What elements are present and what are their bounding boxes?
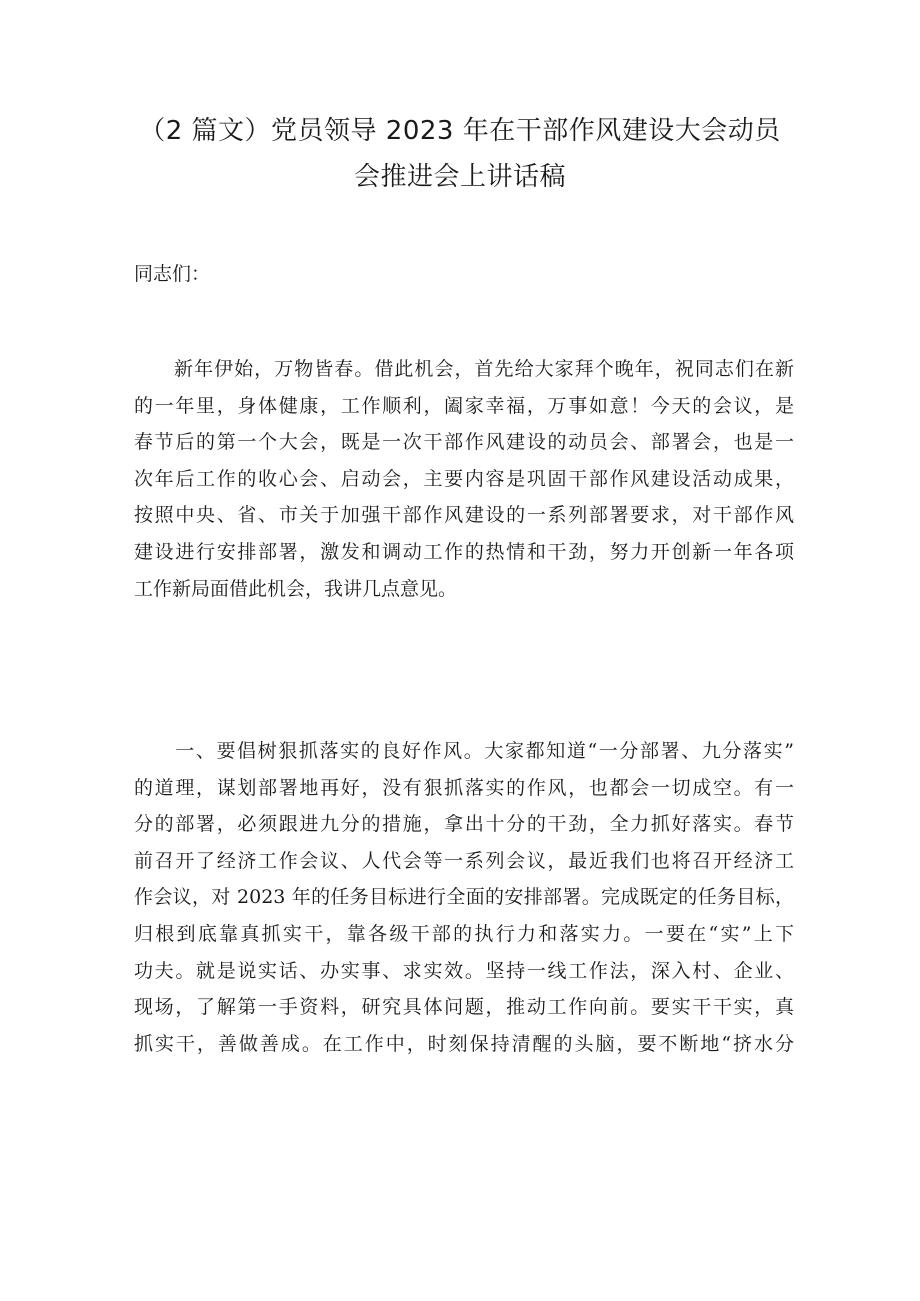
paragraph-line: 次年后工作的收心会、启动会，主要内容是巩固干部作风建设活动成果， bbox=[134, 467, 794, 490]
paragraph-line: 现场，了解第一手资料，研究具体问题，推动工作向前。要实干干实，真 bbox=[134, 996, 794, 1019]
paragraph-line: 一、要倡树狠抓落实的良好作风。大家都知道“一分部署、九分落实” bbox=[134, 740, 794, 762]
paragraph-line: 建设进行安排部署，激发和调动工作的热情和干劲，努力开创新一年各项 bbox=[134, 540, 794, 563]
paragraph-line: 归根到底靠真抓实干，靠各级干部的执行力和落实力。一要在“实”上下 bbox=[134, 922, 794, 945]
paragraph-line: 春节后的第一个大会，既是一次干部作风建设的动员会、部署会，也是一 bbox=[134, 431, 794, 454]
title-line-1: （2 篇文）党员领导 2023 年在干部作风建设大会动员 bbox=[139, 116, 781, 146]
paragraph-line: 的一年里，身体健康，工作顺利，阖家幸福，万事如意！今天的会议，是 bbox=[134, 394, 794, 417]
paragraph-line: 新年伊始，万物皆春。借此机会，首先给大家拜个晚年，祝同志们在新 bbox=[134, 358, 794, 380]
paragraph-line: 作会议，对 2023 年的任务目标进行全面的安排部署。完成既定的任务目标， bbox=[134, 886, 794, 909]
title-line-2: 会推进会上讲话稿 bbox=[353, 162, 566, 192]
document-title bbox=[120, 108, 800, 200]
paragraph-line: 工作新局面借此机会，我讲几点意见。 bbox=[134, 577, 458, 600]
paragraph-line: 前召开了经济工作会议、人代会等一系列会议，最近我们也将召开经济工 bbox=[134, 849, 794, 872]
paragraph-line: 功夫。就是说实话、办实事、求实效。坚持一线工作法，深入村、企业、 bbox=[134, 959, 794, 982]
paragraph-line: 分的部署，必须跟进九分的措施，拿出十分的干劲，全力抓好落实。春节 bbox=[134, 813, 794, 836]
salutation: 同志们： bbox=[134, 263, 211, 285]
paragraph-section-one bbox=[134, 733, 794, 1062]
paragraph-line: 抓实干，善做善成。在工作中，时刻保持清醒的头脑，要不断地“挤水分 bbox=[134, 1032, 794, 1055]
paragraph-line: 的道理，谋划部署地再好，没有狠抓落实的作风，也都会一切成空。有一 bbox=[134, 776, 794, 799]
paragraph-line: 按照中央、省、市关于加强干部作风建设的一系列部署要求，对干部作风 bbox=[134, 504, 794, 527]
paragraph-opening bbox=[134, 351, 794, 607]
